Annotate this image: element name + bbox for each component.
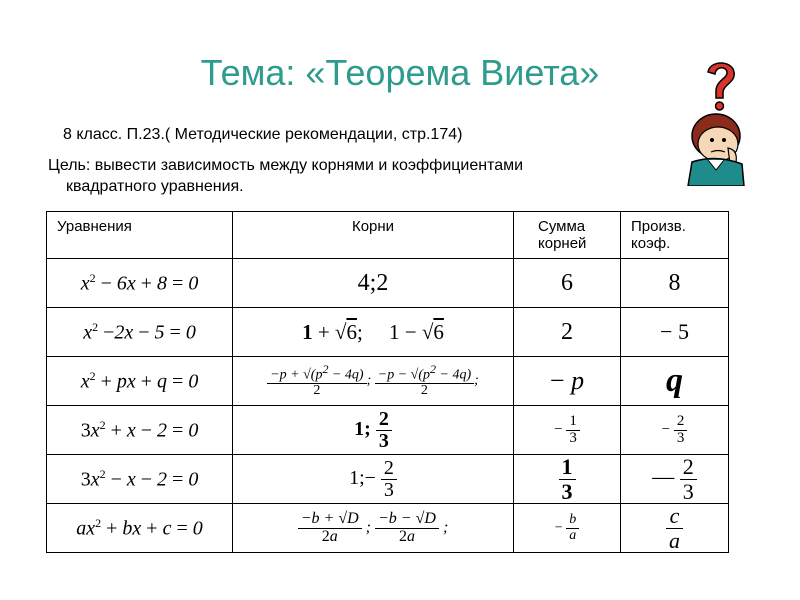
row2-sum: 2 xyxy=(514,308,621,357)
row6-sum: − $\frac{b}{a}$ xyxy=(514,504,621,553)
row5-equation: $3x^2 - x - 2 = 0$ xyxy=(47,455,233,504)
row6-roots: $\frac{-b + √D}{2a}$ ; $\frac{-b - √D}{2a}$ ; xyxy=(233,504,514,553)
row2-product: − 5 xyxy=(621,308,729,357)
header-roots: Корни xyxy=(233,212,514,259)
row5-product: — $\frac{2}{3}$ xyxy=(621,455,729,504)
row4-product: − $\frac{2}{3}$ xyxy=(621,406,729,455)
table-row xyxy=(47,357,729,406)
row3-roots: $\frac{-p + √(p^2 - 4q)}{2}$ ; $\frac{-p - √(p^2 - 4q)}{2}$ ; xyxy=(233,357,514,406)
row3-product: q xyxy=(621,357,729,406)
row3-sum: − p xyxy=(514,357,621,406)
row3-equation: $x^2$ + px + q = 0 xyxy=(47,357,233,406)
row1-equation: $x^2 - 6x + 8 = 0$ xyxy=(47,259,233,308)
row1-product: 8 xyxy=(621,259,729,308)
row5-roots: 1;− $\frac{2}{3}$ xyxy=(233,455,514,504)
row1-sum: 6 xyxy=(514,259,621,308)
table-row xyxy=(47,308,729,357)
header-equations: Уравнения xyxy=(47,212,233,259)
row4-sum: − $\frac{1}{3}$ xyxy=(514,406,621,455)
goal-line-1: Цель: вывести зависимость между корнями и коэффициентами xyxy=(48,157,524,174)
table-header-row xyxy=(47,212,729,259)
row4-equation: $3x^2 + x - 2 = 0$ xyxy=(47,406,233,455)
subtitle-class-info: 8 класс. П.23.( Методические рекомендации, стр.174) xyxy=(63,126,463,143)
row6-equation: $ax^2$ + bx + c = 0 xyxy=(47,504,233,553)
row5-sum: $\frac{1}{3}$ xyxy=(514,455,621,504)
row2-equation: $x^2 -2x - 5 = 0$ xyxy=(47,308,233,357)
row2-roots: 1 + √6; 1 − √6 xyxy=(233,308,514,357)
thinking-person-question-mark-icon xyxy=(678,58,754,186)
header-product: Произв. коэф. xyxy=(621,212,729,259)
row6-product: $\frac{c}{a}$ xyxy=(621,504,729,553)
page-title: Тема: «Теорема Виета» xyxy=(200,52,600,93)
row4-roots: 1; $\frac{2}{3}$ xyxy=(233,406,514,455)
vieta-table xyxy=(46,211,729,553)
table-row xyxy=(47,259,729,308)
header-sum: Сумма корней xyxy=(514,212,621,259)
goal-text xyxy=(48,155,658,197)
goal-line-2: квадратного уравнения. xyxy=(66,178,244,195)
table-row xyxy=(47,455,729,504)
row1-roots: 4;2 xyxy=(233,259,514,308)
table-row xyxy=(47,406,729,455)
table-row xyxy=(47,504,729,553)
